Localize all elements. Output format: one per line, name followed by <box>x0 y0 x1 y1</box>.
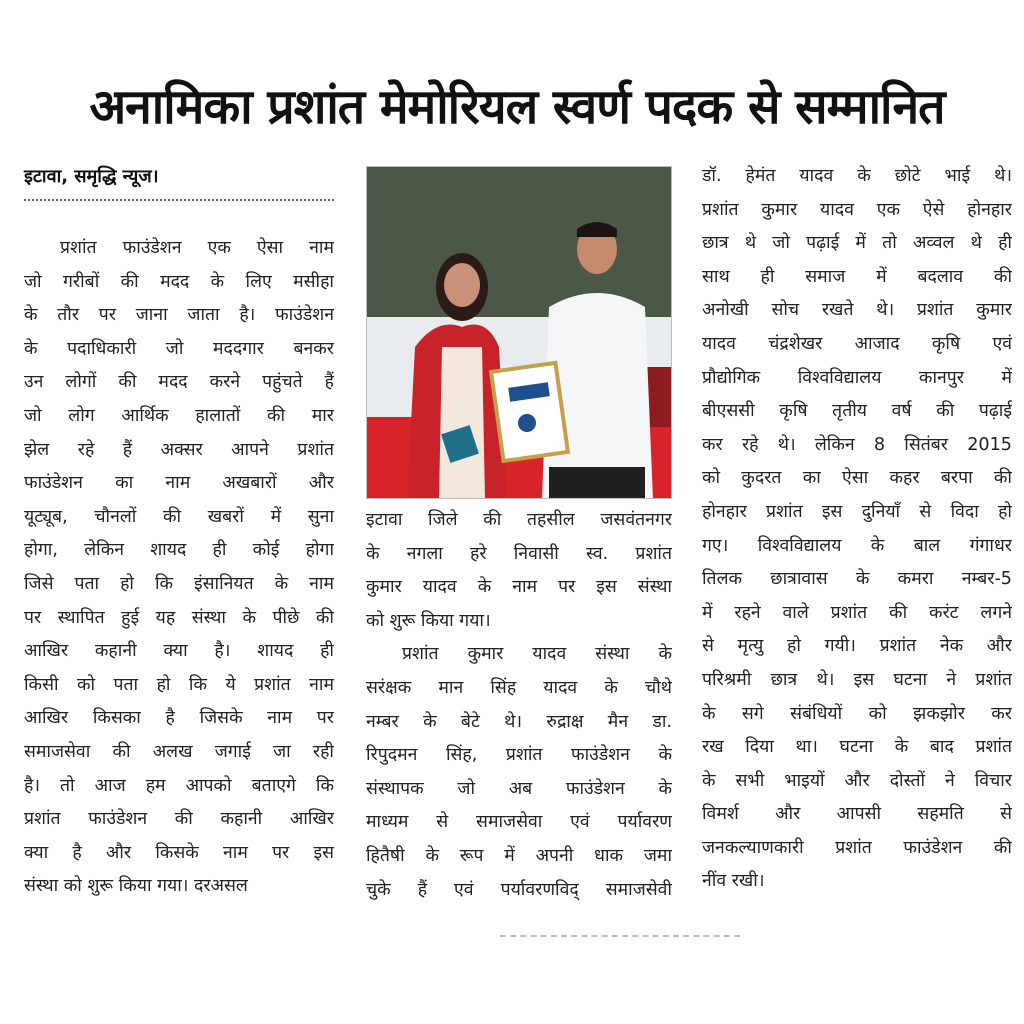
article-line: के नगला हरे निवासी स्व. प्रशांत <box>366 543 672 564</box>
article-line: जो गरीबों की मदद के लिए मसीहा <box>24 271 334 292</box>
article-line: अनोखी सोच रखते थे। प्रशांत कुमार <box>702 300 1012 321</box>
award-photo <box>366 166 672 499</box>
article-line: प्रशांत कुमार यादव संस्था के <box>402 644 672 665</box>
article-line: माध्यम से समाजसेवा एवं पर्यावरण <box>366 812 672 833</box>
article-line: यादव चंद्रशेखर आजाद कृषि एवं <box>702 333 1012 354</box>
article-line: नींव रखी। <box>702 871 765 892</box>
article-line: से मृत्यु हो गयी। प्रशांत नेक और <box>702 636 1012 657</box>
article-line: रिपुदमन सिंह, प्रशांत फाउंडेशन के <box>366 745 672 766</box>
article-line: क्या है और किसके नाम पर इस <box>24 842 334 863</box>
page-divider <box>500 935 740 937</box>
article-line: होनहार प्रशांत इस दुनियाँ से विदा हो <box>702 501 1012 522</box>
article-line: चुके हैं एवं पर्यावरणविद् समाजसेवी <box>366 879 672 900</box>
article-line: झेल रहे हैं अक्सर आपने प्रशांत <box>24 439 334 460</box>
article-line: रख दिया था। घटना के बाद प्रशांत <box>702 737 1012 758</box>
article-line: परिश्रमी छात्र थे। इस घटना ने प्रशांत <box>702 669 1012 690</box>
article-line: जनकल्याणकारी प्रशांत फाउंडेशन की <box>702 837 1012 858</box>
article-line: पर स्थापित हुई यह संस्था के पीछे की <box>24 607 334 628</box>
article-line: को कुदरत का ऐसा कहर बरपा की <box>702 468 1012 489</box>
article-column-1 <box>24 232 334 904</box>
dateline-rule <box>24 199 334 201</box>
article-line: नम्बर के बेटे थे। रुद्राक्ष मैन डा. <box>366 711 672 732</box>
article-line: विमर्श और आपसी सहमति से <box>702 804 1012 825</box>
article-line: छात्र थे जो पढ़ाई में तो अव्वल थे ही <box>702 233 1012 254</box>
article-line: हितैषी के रूप में अपनी धाक जमा <box>366 845 672 866</box>
article-line: आखिर किसका है जिसके नाम पर <box>24 708 334 729</box>
article-column-2 <box>366 504 672 907</box>
article-line: तिलक छात्रावास के कमरा नम्बर-5 <box>702 569 1012 590</box>
article-line: साथ ही समाज में बदलाव की <box>702 266 1012 287</box>
article-line: डॉ. हेमंत यादव के छोटे भाई थे। <box>702 166 1012 186</box>
article-line: उन लोगों की मदद करने पहुंचते हैं <box>24 372 334 393</box>
article-line: के सगे संबंधियों को झकझोर कर <box>702 703 1012 724</box>
article-line: के तौर पर जाना जाता है। फाउंडेशन <box>24 305 334 326</box>
article-line: प्रशांत फाउंडेशन की कहानी आखिर <box>24 809 334 830</box>
article-line: किसी को पता हो कि ये प्रशांत नाम <box>24 674 334 695</box>
headline: अनामिका प्रशांत मेमोरियल स्वर्ण पदक से सम्मानित <box>89 79 945 135</box>
article-line: इटावा जिले की तहसील जसवंतनगर <box>366 510 672 530</box>
article-line: में रहने वाले प्रशांत की करंट लगने <box>702 602 1012 623</box>
article-line: कुमार यादव के नाम पर इस संस्था <box>366 577 672 598</box>
article-line: गए। विश्वविद्यालय के बाल गंगाधर <box>702 535 1012 556</box>
article-line: संस्थापक जो अब फाउंडेशन के <box>366 778 672 799</box>
article-line: प्रशांत फाउंडेशन एक ऐसा नाम <box>60 238 334 258</box>
article-line: कर रहे थे। लेकिन 8 सितंबर 2015 <box>702 434 1012 455</box>
article-line: को शुरू किया गया। <box>366 610 491 631</box>
article-line: के सभी भाइयों और दोस्तों ने विचार <box>702 770 1012 791</box>
article-line: सरंक्षक मान सिंह यादव के चौथे <box>366 677 672 698</box>
article-line: है। तो आज हम आपको बताएगे कि <box>24 775 334 796</box>
article-line: यूट्यूब, चौनलों की खबरों में सुना <box>24 506 334 527</box>
dateline: इटावा, समृद्धि न्यूज। <box>24 166 159 187</box>
article-line: प्रशांत कुमार यादव एक ऐसे होनहार <box>702 199 1012 220</box>
article-line: प्रौद्योगिक विश्वविद्यालय कानपुर में <box>702 367 1012 388</box>
article-line: आखिर कहानी क्या है। शायद ही <box>24 641 334 662</box>
article-line: संस्था को शुरू किया गया। दरअसल <box>24 876 248 897</box>
photo-award-ceremony-icon <box>367 167 672 499</box>
article-line: होगा, लेकिन शायद ही कोई होगा <box>24 540 334 561</box>
article-line: समाजसेवा की अलख जगाई जा रही <box>24 741 334 762</box>
article-line: बीएससी कृषि तृतीय वर्ष की पढ़ाई <box>702 401 1012 422</box>
article-column-3 <box>702 160 1012 899</box>
article-line: फाउंडेशन का नाम अखबारों और <box>24 473 334 494</box>
article-line: जिसे पता हो कि इंसानियत के नाम <box>24 573 334 594</box>
article-line: के पदाधिकारी जो मददगार बनकर <box>24 338 334 359</box>
article-line: जो लोग आर्थिक हालातों की मार <box>24 405 334 426</box>
